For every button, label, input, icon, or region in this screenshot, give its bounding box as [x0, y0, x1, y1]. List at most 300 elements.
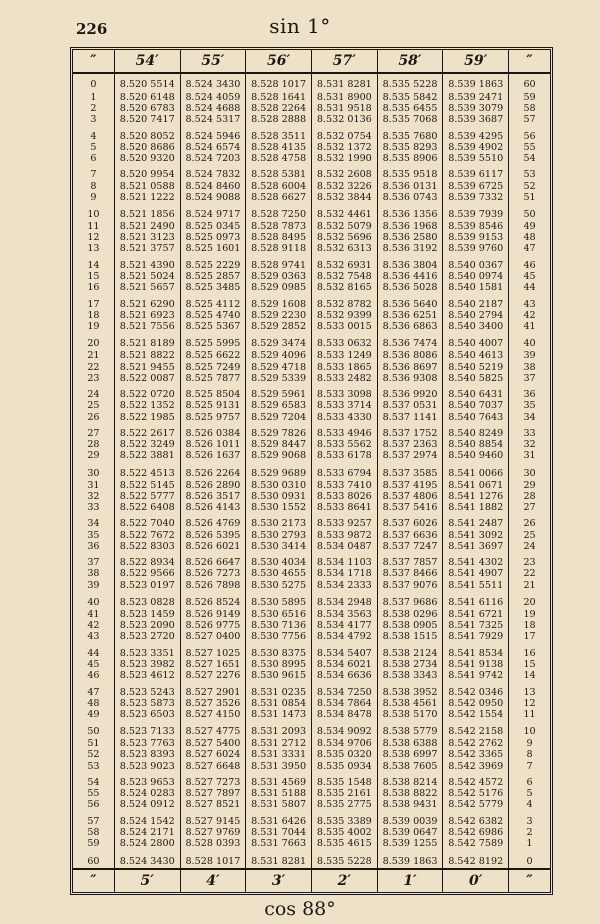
table-row [73, 855, 550, 869]
log-value: 8.535 9518 [382, 169, 438, 181]
log-value-cell [114, 738, 180, 777]
log-value: 8.528 7873 [251, 221, 307, 233]
log-value: 8.527 3526 [185, 697, 241, 709]
page-number: 226 [76, 20, 108, 38]
seconds-cell-left [73, 131, 114, 170]
minute-header: 58′ [377, 50, 443, 73]
log-value: 8.533 6794 [316, 467, 372, 479]
log-value: 8.522 6408 [119, 502, 175, 514]
log-value-cell [311, 208, 377, 221]
log-value: 8.531 8281 [251, 855, 307, 867]
log-value: 8.527 0400 [185, 631, 241, 643]
log-value: 8.529 2230 [251, 309, 307, 321]
log-value: 8.533 4330 [316, 411, 372, 423]
log-value: 8.530 2173 [251, 518, 307, 530]
log-value: 8.520 9320 [119, 152, 175, 164]
log-value: 8.540 9460 [448, 450, 504, 462]
log-value: 8.533 2482 [316, 372, 372, 384]
log-value: 8.540 0974 [448, 271, 504, 283]
log-value-cell [114, 855, 180, 869]
log-value: 8.534 2948 [316, 596, 372, 608]
log-value-cell [246, 260, 312, 299]
log-value: 8.524 0283 [119, 788, 175, 800]
seconds-value: 49 [87, 708, 100, 720]
log-value-cell [311, 350, 377, 389]
log-value: 8.523 5243 [119, 686, 175, 698]
log-value: 8.529 1608 [251, 298, 307, 310]
seconds-value: 51 [523, 191, 536, 203]
seconds-value: 40 [523, 338, 536, 350]
log-value: 8.533 8641 [316, 502, 372, 514]
log-value: 8.537 9686 [382, 596, 438, 608]
log-value: 8.542 0950 [448, 697, 504, 709]
log-value-cell [180, 557, 246, 596]
log-value: 8.542 2762 [448, 738, 504, 750]
log-value: 8.523 9023 [119, 760, 175, 772]
log-value: 8.529 3474 [251, 338, 307, 350]
log-value: 8.524 7203 [185, 152, 241, 164]
log-value: 8.533 4946 [316, 427, 372, 439]
log-value: 8.520 7417 [119, 114, 175, 126]
log-value-cell [114, 609, 180, 648]
log-value: 8.535 5228 [382, 79, 438, 91]
log-value: 8.540 5825 [448, 372, 504, 384]
seconds-value: 56 [87, 799, 100, 811]
log-value: 8.535 7680 [382, 130, 438, 142]
seconds-value: 25 [523, 529, 536, 541]
log-value: 8.522 3881 [119, 450, 175, 462]
seconds-value: 46 [87, 670, 100, 682]
log-value: 8.521 9455 [119, 361, 175, 373]
log-value-cell [180, 169, 246, 208]
log-value: 8.536 1356 [382, 208, 438, 220]
log-value-cell [180, 299, 246, 338]
log-value-cell [180, 855, 246, 869]
log-value: 8.523 4612 [119, 670, 175, 682]
seconds-value: 50 [523, 208, 536, 220]
seconds-cell-right [509, 337, 550, 350]
seconds-value: 57 [523, 114, 536, 126]
log-value: 8.526 1011 [185, 439, 241, 451]
log-value: 8.528 1641 [251, 91, 307, 103]
log-value-cell [114, 428, 180, 467]
log-value: 8.528 8495 [251, 232, 307, 244]
log-value: 8.541 1276 [448, 490, 504, 502]
seconds-value: 50 [87, 726, 100, 738]
seconds-cell-right [509, 73, 550, 92]
log-value: 8.527 6024 [185, 749, 241, 761]
log-value: 8.523 0828 [119, 596, 175, 608]
log-value-cell [180, 337, 246, 350]
log-value-cell [311, 428, 377, 467]
log-value-cell [246, 208, 312, 221]
seconds-value: 43 [87, 631, 100, 643]
log-value: 8.528 7250 [251, 208, 307, 220]
seconds-value: 6 [526, 777, 533, 789]
seconds-value: 5 [90, 141, 97, 153]
seconds-value: 33 [87, 502, 100, 514]
log-value: 8.535 7068 [382, 114, 438, 126]
log-value-cell [377, 480, 443, 519]
seconds-value: 39 [523, 350, 536, 362]
log-value: 8.523 3351 [119, 647, 175, 659]
page-title: sin 1° [269, 14, 331, 38]
log-value-cell [377, 260, 443, 299]
log-value-cell [246, 609, 312, 648]
log-value: 8.521 0588 [119, 180, 175, 192]
log-value: 8.526 0384 [185, 427, 241, 439]
log-value: 8.536 1968 [382, 221, 438, 233]
log-value: 8.532 3226 [316, 180, 372, 192]
log-value-cell [443, 596, 509, 609]
log-value: 8.532 1372 [316, 141, 372, 153]
log-value-cell [377, 467, 443, 480]
log-value: 8.541 6116 [448, 596, 504, 608]
table-row [73, 596, 550, 609]
table-row [73, 816, 550, 855]
log-value: 8.540 4613 [448, 350, 504, 362]
log-value: 8.532 7548 [316, 271, 372, 283]
seconds-value: 29 [523, 479, 536, 491]
seconds-cell-right [509, 299, 550, 338]
seconds-value: 7 [526, 760, 533, 772]
log-value: 8.525 9757 [185, 411, 241, 423]
log-value: 8.540 0367 [448, 259, 504, 271]
log-value: 8.531 1473 [251, 708, 307, 720]
table-row [73, 299, 550, 338]
seconds-value: 19 [87, 321, 100, 333]
log-value: 8.522 3249 [119, 439, 175, 451]
table-row [73, 428, 550, 467]
log-value: 8.542 2158 [448, 726, 504, 738]
log-value: 8.524 2800 [119, 838, 175, 850]
log-value-cell [311, 609, 377, 648]
log-value: 8.528 1017 [251, 79, 307, 91]
log-value: 8.521 6290 [119, 298, 175, 310]
log-value: 8.531 0235 [251, 686, 307, 698]
log-value: 8.522 0087 [119, 372, 175, 384]
seconds-value: 42 [87, 620, 100, 632]
seconds-cell-right [509, 557, 550, 596]
table-row [73, 260, 550, 299]
log-value: 8.530 4034 [251, 557, 307, 569]
seconds-value: 58 [523, 102, 536, 114]
log-value: 8.534 6021 [316, 658, 372, 670]
seconds-value: 1 [90, 91, 97, 103]
log-value: 8.538 0296 [382, 608, 438, 620]
log-value-cell [114, 131, 180, 170]
log-value: 8.522 5777 [119, 490, 175, 502]
log-value-cell [180, 648, 246, 687]
log-value: 8.539 0647 [382, 827, 438, 839]
seconds-cell-right [509, 260, 550, 299]
log-value: 8.522 4513 [119, 467, 175, 479]
seconds-value: 59 [523, 91, 536, 103]
log-value-cell [246, 738, 312, 777]
log-value: 8.542 6986 [448, 827, 504, 839]
table-row [73, 350, 550, 389]
seconds-value: 47 [87, 686, 100, 698]
log-value-cell [246, 687, 312, 726]
seconds-cell-left [73, 467, 114, 480]
log-value-cell [246, 350, 312, 389]
log-value-cell [311, 467, 377, 480]
log-value: 8.522 9566 [119, 568, 175, 580]
log-value: 8.526 4143 [185, 502, 241, 514]
log-value: 8.537 3585 [382, 467, 438, 479]
log-value: 8.539 3079 [448, 102, 504, 114]
log-value-cell [443, 777, 509, 816]
log-value-cell [180, 260, 246, 299]
seconds-value: 53 [523, 169, 536, 181]
seconds-value: 29 [87, 450, 100, 462]
seconds-value: 52 [87, 749, 100, 761]
log-value-cell [311, 169, 377, 208]
log-value: 8.523 1459 [119, 608, 175, 620]
log-value: 8.535 8293 [382, 141, 438, 153]
log-value: 8.533 1865 [316, 361, 372, 373]
seconds-value: 14 [87, 259, 100, 271]
log-value: 8.521 5024 [119, 271, 175, 283]
log-value-cell [180, 816, 246, 855]
seconds-cell-right [509, 350, 550, 389]
log-value: 8.537 6636 [382, 529, 438, 541]
log-value-cell [246, 299, 312, 338]
log-value-cell [114, 73, 180, 92]
log-value: 8.528 3511 [251, 130, 307, 142]
log-value: 8.541 1882 [448, 502, 504, 514]
seconds-cell-right [509, 467, 550, 480]
log-value: 8.525 4740 [185, 309, 241, 321]
log-value: 8.532 1990 [316, 152, 372, 164]
log-value-cell [443, 467, 509, 480]
seconds-header-left: ″ [73, 50, 114, 73]
seconds-value: 2 [90, 102, 97, 114]
log-value: 8.542 7589 [448, 838, 504, 850]
log-value: 8.528 6004 [251, 180, 307, 192]
log-value: 8.526 5395 [185, 529, 241, 541]
seconds-cell-right [509, 725, 550, 738]
log-value-cell [311, 816, 377, 855]
seconds-value: 55 [523, 141, 536, 153]
log-value: 8.532 2608 [316, 169, 372, 181]
log-value-cell [114, 208, 180, 221]
log-value: 8.525 3485 [185, 282, 241, 294]
seconds-cell-left [73, 92, 114, 131]
log-value: 8.536 0743 [382, 191, 438, 203]
log-value: 8.525 4112 [185, 298, 241, 310]
log-value: 8.531 8900 [316, 91, 372, 103]
log-value: 8.540 3400 [448, 321, 504, 333]
log-value: 8.532 4461 [316, 208, 372, 220]
minute-footer: 1′ [377, 869, 443, 892]
table-row [73, 467, 550, 480]
log-value: 8.520 5514 [119, 79, 175, 91]
log-value: 8.534 9092 [316, 726, 372, 738]
seconds-value: 43 [523, 298, 536, 310]
log-value-cell [377, 777, 443, 816]
log-value-cell [443, 73, 509, 92]
seconds-value: 41 [87, 608, 100, 620]
seconds-cell-right [509, 738, 550, 777]
log-value-cell [377, 738, 443, 777]
seconds-value: 37 [87, 557, 100, 569]
log-value: 8.530 8995 [251, 658, 307, 670]
log-value: 8.529 0363 [251, 271, 307, 283]
log-value: 8.538 6997 [382, 749, 438, 761]
log-value: 8.530 2793 [251, 529, 307, 541]
seconds-value: 12 [87, 232, 100, 244]
log-value: 8.530 9615 [251, 670, 307, 682]
log-value: 8.526 1637 [185, 450, 241, 462]
log-value-cell [114, 816, 180, 855]
log-value: 8.531 8281 [316, 79, 372, 91]
log-value: 8.527 2901 [185, 686, 241, 698]
seconds-value: 49 [523, 221, 536, 233]
seconds-value: 4 [526, 799, 533, 811]
log-value: 8.537 4195 [382, 479, 438, 491]
log-value-cell [311, 855, 377, 869]
seconds-value: 42 [523, 309, 536, 321]
seconds-value: 26 [523, 518, 536, 530]
log-value: 8.531 6426 [251, 815, 307, 827]
log-value-cell [180, 596, 246, 609]
minute-footer: 4′ [180, 869, 246, 892]
table-row [73, 777, 550, 816]
seconds-cell-right [509, 92, 550, 131]
log-value: 8.533 7410 [316, 479, 372, 491]
table-row [73, 169, 550, 208]
log-value: 8.540 2187 [448, 298, 504, 310]
log-value: 8.536 4416 [382, 271, 438, 283]
log-value: 8.538 1515 [382, 631, 438, 643]
log-value: 8.534 7864 [316, 697, 372, 709]
log-value: 8.540 6431 [448, 389, 504, 401]
log-value: 8.531 5807 [251, 799, 307, 811]
log-value: 8.534 4177 [316, 620, 372, 632]
seconds-value: 46 [523, 259, 536, 271]
log-value: 8.534 1718 [316, 568, 372, 580]
log-value: 8.540 8249 [448, 427, 504, 439]
seconds-value: 52 [523, 180, 536, 192]
log-value-cell [443, 350, 509, 389]
minute-header: 59′ [443, 50, 509, 73]
log-value: 8.532 8782 [316, 298, 372, 310]
log-value-cell [377, 208, 443, 221]
log-value: 8.541 9138 [448, 658, 504, 670]
log-value: 8.531 9518 [316, 102, 372, 114]
log-value-cell [114, 596, 180, 609]
seconds-cell-right [509, 480, 550, 519]
log-value-cell [377, 389, 443, 428]
seconds-value: 9 [90, 191, 97, 203]
log-value: 8.538 2734 [382, 658, 438, 670]
log-value: 8.530 6516 [251, 608, 307, 620]
log-value: 8.534 1103 [316, 557, 372, 569]
log-value-cell [311, 596, 377, 609]
seconds-header-right: ″ [509, 50, 550, 73]
log-value: 8.522 7672 [119, 529, 175, 541]
log-value: 8.538 3343 [382, 670, 438, 682]
table-row [73, 738, 550, 777]
log-value: 8.536 6863 [382, 321, 438, 333]
log-value: 8.530 7756 [251, 631, 307, 643]
seconds-cell-left [73, 777, 114, 816]
log-value: 8.536 8086 [382, 350, 438, 362]
log-value: 8.528 4758 [251, 152, 307, 164]
seconds-cell-left [73, 73, 114, 92]
log-value-cell [311, 557, 377, 596]
table-footer-row [73, 869, 550, 892]
log-value: 8.520 6148 [119, 91, 175, 103]
seconds-value: 15 [87, 271, 100, 283]
log-value: 8.533 9872 [316, 529, 372, 541]
log-value-cell [246, 855, 312, 869]
log-value: 8.536 2580 [382, 232, 438, 244]
log-value: 8.525 5995 [185, 338, 241, 350]
seconds-cell-right [509, 389, 550, 428]
log-value: 8.536 6251 [382, 309, 438, 321]
log-value-cell [377, 648, 443, 687]
log-value-cell [114, 725, 180, 738]
log-value: 8.534 7250 [316, 686, 372, 698]
log-value: 8.534 2333 [316, 579, 372, 591]
log-value-cell [114, 467, 180, 480]
log-value-cell [114, 337, 180, 350]
log-value: 8.524 9717 [185, 208, 241, 220]
log-value: 8.528 5381 [251, 169, 307, 181]
minute-footer: 5′ [114, 869, 180, 892]
seconds-value: 4 [90, 130, 97, 142]
log-value: 8.534 5407 [316, 647, 372, 659]
log-value: 8.525 0973 [185, 232, 241, 244]
log-value: 8.533 8026 [316, 490, 372, 502]
log-value-cell [180, 208, 246, 221]
log-table-frame [70, 47, 553, 895]
seconds-cell-right [509, 609, 550, 648]
log-value-cell [246, 92, 312, 131]
log-value: 8.539 9760 [448, 243, 504, 255]
log-value-cell [377, 816, 443, 855]
minute-header: 55′ [180, 50, 246, 73]
log-value: 8.535 2161 [316, 788, 372, 800]
log-value-cell [377, 557, 443, 596]
seconds-value: 17 [523, 631, 536, 643]
log-value: 8.540 4007 [448, 338, 504, 350]
log-value: 8.541 7929 [448, 631, 504, 643]
log-value: 8.536 5640 [382, 298, 438, 310]
log-value: 8.523 6503 [119, 708, 175, 720]
log-value-cell [114, 92, 180, 131]
log-value-cell [246, 816, 312, 855]
log-value: 8.531 3331 [251, 749, 307, 761]
log-value: 8.527 2276 [185, 670, 241, 682]
log-value-cell [114, 169, 180, 208]
log-value-cell [377, 725, 443, 738]
log-value: 8.534 6636 [316, 670, 372, 682]
log-value: 8.521 1222 [119, 191, 175, 203]
seconds-value: 16 [523, 647, 536, 659]
log-value-cell [246, 518, 312, 557]
log-value: 8.522 2617 [119, 427, 175, 439]
table-row [73, 208, 550, 221]
log-value: 8.540 7037 [448, 400, 504, 412]
log-value: 8.530 0310 [251, 479, 307, 491]
seconds-value: 23 [523, 557, 536, 569]
seconds-value: 37 [523, 372, 536, 384]
seconds-value: 54 [523, 152, 536, 164]
seconds-value: 36 [87, 540, 100, 552]
